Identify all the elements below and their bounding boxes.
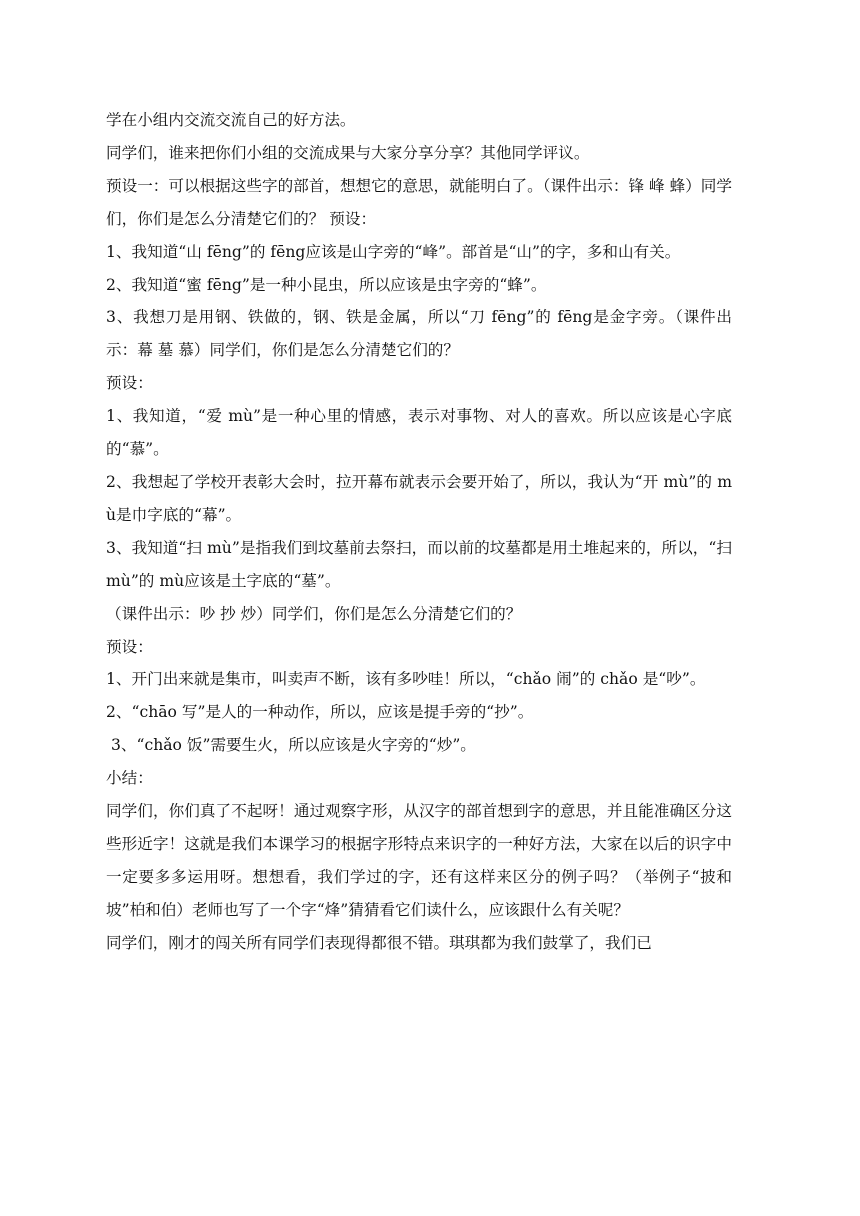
paragraph: （课件出示：吵 抄 炒）同学们，你们是怎么分清楚它们的？ bbox=[106, 604, 522, 623]
paragraph: 1、开门出来就是集市，叫卖声不断，该有多吵哇！所以，“chǎo 闹”的 chǎo 是“吵”。 bbox=[106, 670, 706, 689]
paragraph: 3、我想刀是用钢、铁做的，钢、铁是金属，所以“刀 fēng”的 fēng是金字旁。（课件出示：幕 墓 慕）同学们，你们是怎么分清楚它们的？ bbox=[106, 308, 732, 360]
paragraph: 同学们，谁来把你们小组的交流成果与大家分享分享？其他同学评议。 bbox=[106, 143, 590, 162]
document-body bbox=[106, 104, 732, 960]
paragraph: 预设： bbox=[106, 374, 153, 393]
paragraph: 同学们，你们真了不起呀！通过观察字形，从汉字的部首想到字的意思，并且能准确区分这些形近字！这就是我们本课学习的根据字形特点来识字的一种好方法，大家在以后的识字中一定要多多运用呀。想想看，我们学过的字，还有这样来区分的例子吗？（举例子“披和坡”柏和伯）老师也写了一个字“烽”猜猜看它们读什么，应该跟什么有关呢？ bbox=[106, 802, 732, 919]
paragraph: 1、我知道，“爱 mù”是一种心里的情感，表示对事物、对人的喜欢。所以应该是心字底的“慕”。 bbox=[106, 407, 732, 459]
paragraph: 预设： bbox=[106, 637, 153, 656]
paragraph: 同学们，刚才的闯关所有同学们表现得都很不错。琪琪都为我们鼓掌了，我们已 bbox=[106, 933, 652, 952]
paragraph: 2、我想起了学校开表彰大会时，拉开幕布就表示会要开始了，所以，我认为“开 mù”的 mù是巾字底的“幕”。 bbox=[106, 472, 732, 524]
paragraph: 1、我知道“山 fēng”的 fēng应该是山字旁的“峰”。部首是“山”的字，多和山有关。 bbox=[106, 242, 681, 261]
paragraph: 2、我知道“蜜 fēng”是一种小昆虫，所以应该是虫字旁的“蜂”。 bbox=[106, 275, 547, 294]
paragraph: 学在小组内交流交流自己的好方法。 bbox=[106, 111, 356, 129]
paragraph: 3、我知道“扫 mù”是指我们到坟墓前去祭扫，而以前的坟墓都是用土堆起来的，所以，“扫 mù”的 mù应该是土字底的“墓”。 bbox=[106, 538, 732, 590]
paragraph: 预设一：可以根据这些字的部首，想想它的意思，就能明白了。（课件出示：锋 峰 蜂）同学们，你们是怎么分清楚它们的？ 预设： bbox=[106, 176, 732, 228]
paragraph: 小结： bbox=[106, 769, 153, 788]
paragraph: 3、“chǎo 饭”需要生火，所以应该是火字旁的“炒”。 bbox=[106, 736, 476, 755]
paragraph: 2、“chāo 写”是人的一种动作，所以，应该是提手旁的“抄”。 bbox=[106, 703, 534, 722]
